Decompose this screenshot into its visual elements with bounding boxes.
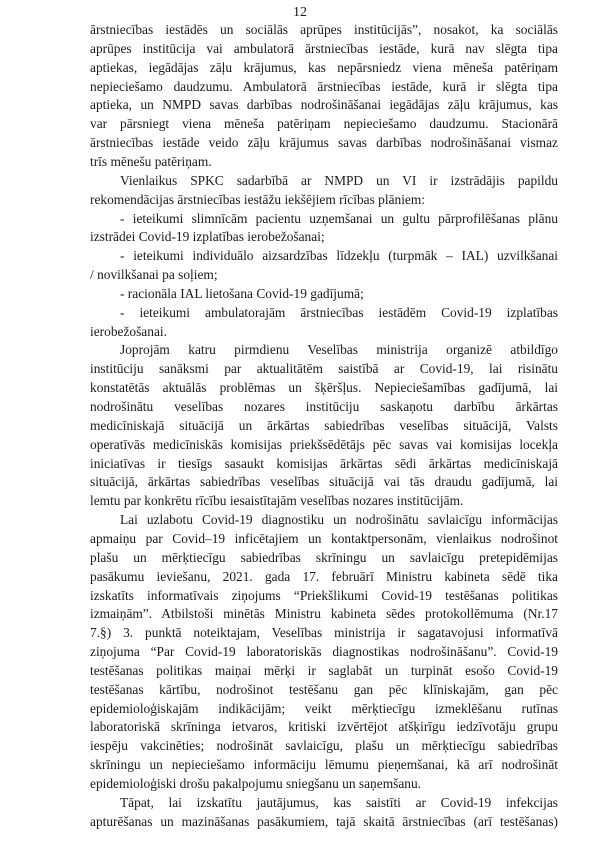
text-line: apmaiņu par Covid–19 inficētajiem un kontaktpersonām, vienlaikus nodrošinot [90, 530, 558, 546]
text-line: rekomendācijas ārstniecības iestāžu iekšējiem rīcības plāniem: [90, 191, 426, 207]
text-line: testēšanas politikas maiņai mērķi ir saglabāt un turpināt esošo Covid-19 [90, 662, 558, 678]
text-line: trīs mēnešu patēriņam. [90, 153, 212, 169]
text-line: pasākumu ieviešanu, 2021. gada 17. februārī Ministru kabineta sēdē tika [90, 568, 558, 584]
text-line: izmaiņām”. Atbilstoši minētās Ministru kabineta sēdes protokollēmuma (Nr.17 [90, 606, 558, 622]
text-line: nepieciešamo daudzumu. Ambulatorā ārstniecības iestāde, kurā ir slēgta tipa [90, 78, 558, 94]
text-line: institūciju sanāksmi par aktualitātēm saistībā ar Covid-19, lai risinātu [90, 361, 558, 377]
page-number: 12 [293, 5, 307, 20]
text-line: laboratoriskā skrīninga ietvaros, kritiski izvērtējot atšķirīgu iedzīvotāju grupu [90, 719, 558, 735]
paragraph-first-line: Lai uzlabotu Covid-19 diagnostiku un nodrošinātu savlaicīgu informācijas [120, 512, 558, 528]
paragraph-first-line: Joprojām katru pirmdienu Veselības ministrija organizē atbildīgo [120, 342, 558, 358]
paragraph-first-line: - ieteikumi ambulatorajām ārstniecības iestādēm Covid-19 izplatības [120, 304, 558, 320]
text-line: ārstniecības iestādēs un sociālās aprūpes institūcijās”, nosakot, ka sociālās [90, 22, 558, 37]
text-line: medicīniskajā situācijā un ārkārtas sabiedrības veselības situācijā, Valsts [90, 417, 558, 433]
paragraph-first-line: Tāpat, lai izskatītu jautājumus, kas saistīti ar Covid-19 infekcijas [120, 794, 558, 810]
text-line: 7.§) 3. punktā noteiktajam, Veselības ministrija ir sagatavojusi informatīvā [90, 625, 558, 641]
text-line: nodrošinātu veselības nozares institūciju saskaņotu darbību ārkārtas [90, 399, 558, 414]
text-line: ierobežošanai. [90, 323, 167, 339]
text-line: plašu un mērķtiecīgu sabiedrības skrīningu un savlaicīgu pretepidēmijas [90, 549, 558, 565]
text-line: aprūpes institūcija vai ambulatorā ārstniecības iestāde, kurā nav slēgta tipa [90, 40, 558, 56]
text-line: situācijā, ārkārtas sabiedrības veselības situācijā vai tās draudu gadījumā, lai [90, 474, 558, 490]
text-line: ziņojuma “Par Covid-19 laboratoriskās diagnostikas nodrošināšanu”. Covid-19 [90, 644, 558, 660]
paragraph-first-line: - racionāla IAL lietošana Covid-19 gadījumā; [120, 285, 364, 301]
text-line: izskatīts informatīvais ziņojums “Priekšlikumi Covid-19 testēšanas politikas [90, 587, 558, 603]
paragraph-first-line: - ieteikumi individuālo aizsardzības līdzekļu (turpmāk – IAL) uzvilkšanai [120, 248, 558, 264]
text-line: operatīvās medicīniskās komisijas priekšsēdētājs pēc savas vai komisijas locekļa [90, 436, 558, 452]
text-line: aptiekas, iegādājas zāļu krājumus, kas nepārsniedz viena mēneša patēriņam [90, 59, 558, 75]
text-line: konstatētās aktuālās problēmas un šķēršļus. Nepieciešamības gadījumā, lai [90, 380, 558, 396]
text-line: skrīningu un nepieciešamo informāciju lēmumu pieņemšanai, kā arī nodrošināt [90, 757, 558, 773]
paragraph-first-line: - ieteikumi slimnīcām pacientu uzņemšanai un gultu pārprofilēšanas plānu [120, 210, 558, 226]
text-line: aptieka, un NMPD savas darbības nodrošināšanai iegādājas zāļu krājumus, kas [90, 97, 558, 113]
text-line: lemtu par konkrētu rīcību iesaistītajām veselības nozares institūcijām. [90, 493, 464, 509]
text-line: apturēšanas un mazināšanas pasākumiem, tajā skaitā ārstniecības (arī testēšanas) [90, 813, 558, 829]
paragraph-first-line: Vienlaikus SPKC sadarbībā ar NMPD un VI ir izstrādājis papildu [120, 172, 558, 188]
text-line: epidemioloģiski drošu pakalpojumu sniegšanu un saņemšanu. [90, 776, 421, 791]
text-line: ārstniecības iestāde veido zāļu krājumus savas darbības nodrošināšanai vismaz [90, 135, 558, 151]
text-line: testēšanas kārtību, nodrošinot testēšanu gan pēc klīniskajām, gan pēc [90, 681, 558, 697]
text-line: epidemioloģiskajām indikācijām; veikt mērķtiecīgu izmeklēšanu rutīnas [90, 700, 558, 716]
text-line: var pārsniegt viena mēneša patēriņam nepieciešamo daudzumu. Stacionārā [90, 116, 558, 132]
text-line: iespēju vakcinēties; nodrošināt savlaicīgu, plašu un mērķtiecīgu sabiedrības [90, 738, 558, 754]
text-line: / novilkšanai pa soļiem; [90, 267, 218, 283]
text-line: izstrādei Covid-19 izplatības ierobežošanai; [90, 229, 325, 245]
text-line: iniciatīvas ir tiesīgs sasaukt komisijas ārkārtas sēdi ārkārtas medicīniskajā [90, 455, 558, 471]
